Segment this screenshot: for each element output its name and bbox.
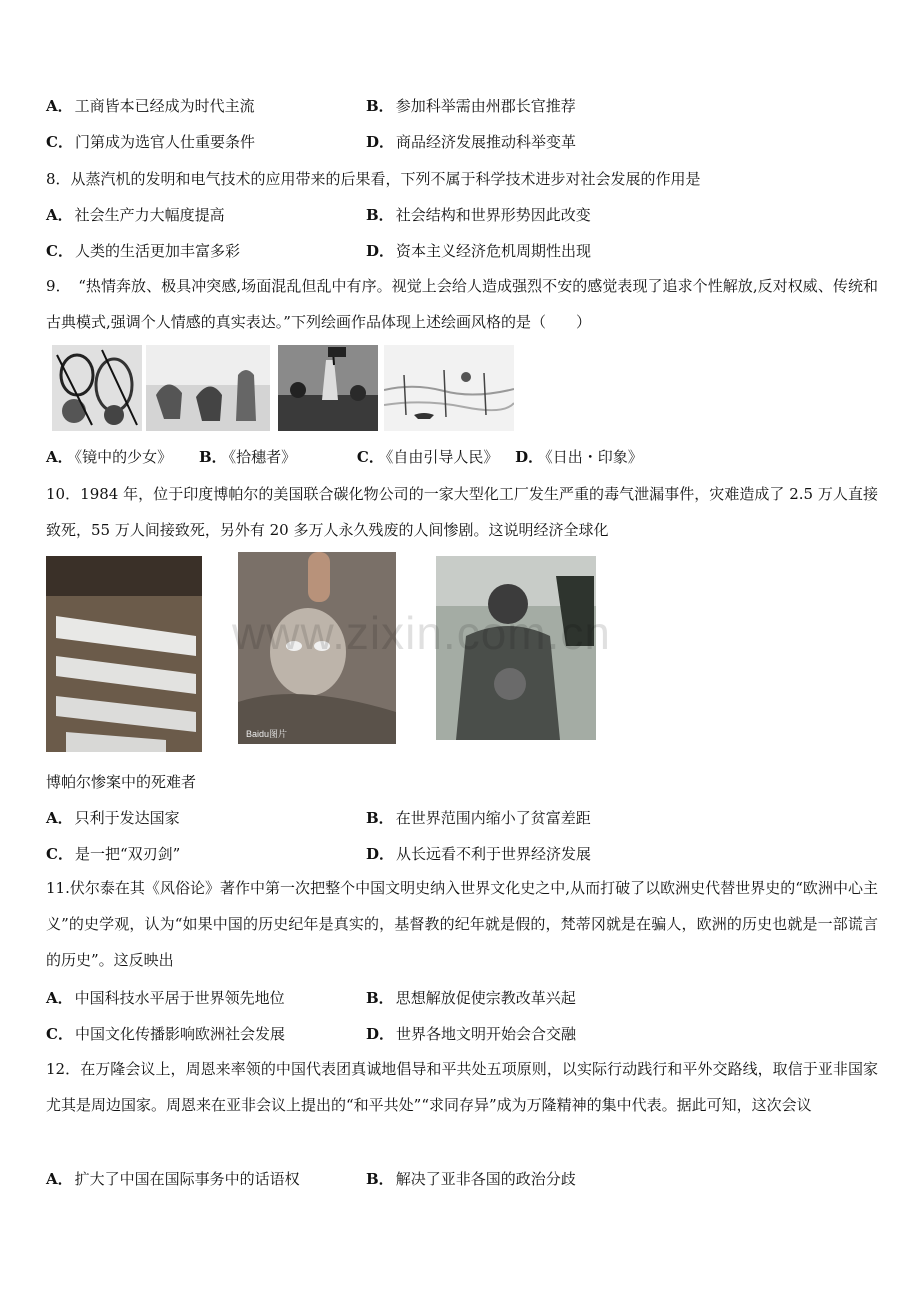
q10-option-a: A． 只利于发达国家 (46, 809, 180, 827)
q9-option-c: C． 《自由引导人民》 (356, 448, 499, 466)
photo-source-label: Baidu图片 (246, 729, 288, 739)
q9-options (46, 446, 643, 468)
q10-option-d: D． 从长远看不利于世界经济发展 (366, 845, 592, 863)
q7-option-a: A． 工商皆本已经成为时代主流 (46, 97, 255, 115)
bhopal-victims-photo-1 (46, 556, 202, 752)
q8-stem: 8．从蒸汽机的发明和电气技术的应用带来的后果看，下列不属于科学技术进步对社会发展的作用是 (46, 170, 701, 188)
painting-girl-before-mirror-image (52, 345, 142, 431)
q8-option-c: C． 人类的生活更加丰富多彩 (46, 242, 240, 260)
q8-option-a: A． 社会生产力大幅度提高 (46, 206, 225, 224)
q11-option-a: A． 中国科技水平居于世界领先地位 (46, 989, 285, 1007)
q11-option-b: B． 思想解放促使宗教改革兴起 (366, 989, 576, 1007)
q12-option-b: B． 解决了亚非各国的政治分歧 (366, 1170, 576, 1188)
q12-stem: 12．在万隆会议上，周恩来率领的中国代表团真诚地倡导和平共处五项原则，以实际行动践行和平外交路线，取信于亚非国家尤其是周边国家。周恩来在亚非会议上提出的“和平共处”“求同存异”成为万隆精神的集中代表。据此可知，这次会议 (46, 1060, 878, 1114)
q11-option-c: C． 中国文化传播影响欧洲社会发展 (46, 1025, 285, 1043)
q10-option-c: C． 是一把“双刃剑” (46, 845, 181, 863)
photo-caption: 博帕尔惨案中的死难者 (46, 773, 197, 791)
q10-stem: 10．1984 年，位于印度博帕尔的美国联合碳化物公司的一家大型化工厂发生严重的毒气泄漏事件，灾难造成了 2.5 万人直接致死，55 万人间接致死，另外有 20 多万人永久残废的人间惨剧。这说明经济全球化 (46, 485, 878, 539)
q7-option-b: B． 参加科举需由州郡长官推荐 (366, 97, 576, 115)
q11-option-d: D． 世界各地文明开始会合交融 (366, 1025, 577, 1043)
q10-option-b: B． 在世界范围内缩小了贫富差距 (366, 809, 591, 827)
painting-impression-sunrise-image (384, 345, 514, 431)
q9-option-a: A． 《镜中的少女》 (46, 448, 173, 466)
q8-option-d: D． 资本主义经济危机周期性出现 (366, 242, 592, 260)
watermark: www.zixin.com.cn (232, 607, 611, 659)
q9-option-d: D． 《日出・印象》 (515, 448, 643, 466)
painting-gleaners-image (146, 345, 270, 431)
q12-option-a: A． 扩大了中国在国际事务中的话语权 (46, 1170, 300, 1188)
painting-liberty-leading-people-image (278, 345, 378, 431)
q7-option-c: C． 门第成为选官人仕重要条件 (46, 133, 255, 151)
q9-option-b: B． 《拾穗者》 (198, 448, 297, 466)
q7-option-d: D． 商品经济发展推动科举变革 (366, 133, 577, 151)
q9-stem: 9． “热情奔放、极具冲突感,场面混乱但乱中有序。视觉上会给人造成强烈不安的感觉表现了追求个性解放,反对权威、传统和古典模式,强调个人情感的真实表达。”下列绘画作品体现上述绘画风格的是（ ） (46, 277, 878, 331)
q11-stem: 11.伏尔泰在其《风俗论》著作中第一次把整个中国文明史纳入世界文化史之中,从而打破了以欧洲史代替世界史的“欧洲中心主义”的史学观，认为“如果中国的历史纪年是真实的，基督教的纪年就是假的，梵蒂冈就是在骗人，欧洲的历史也就是一部谎言的历史”。这反映出 (46, 879, 878, 969)
q8-option-b: B． 社会结构和世界形势因此改变 (366, 206, 591, 224)
